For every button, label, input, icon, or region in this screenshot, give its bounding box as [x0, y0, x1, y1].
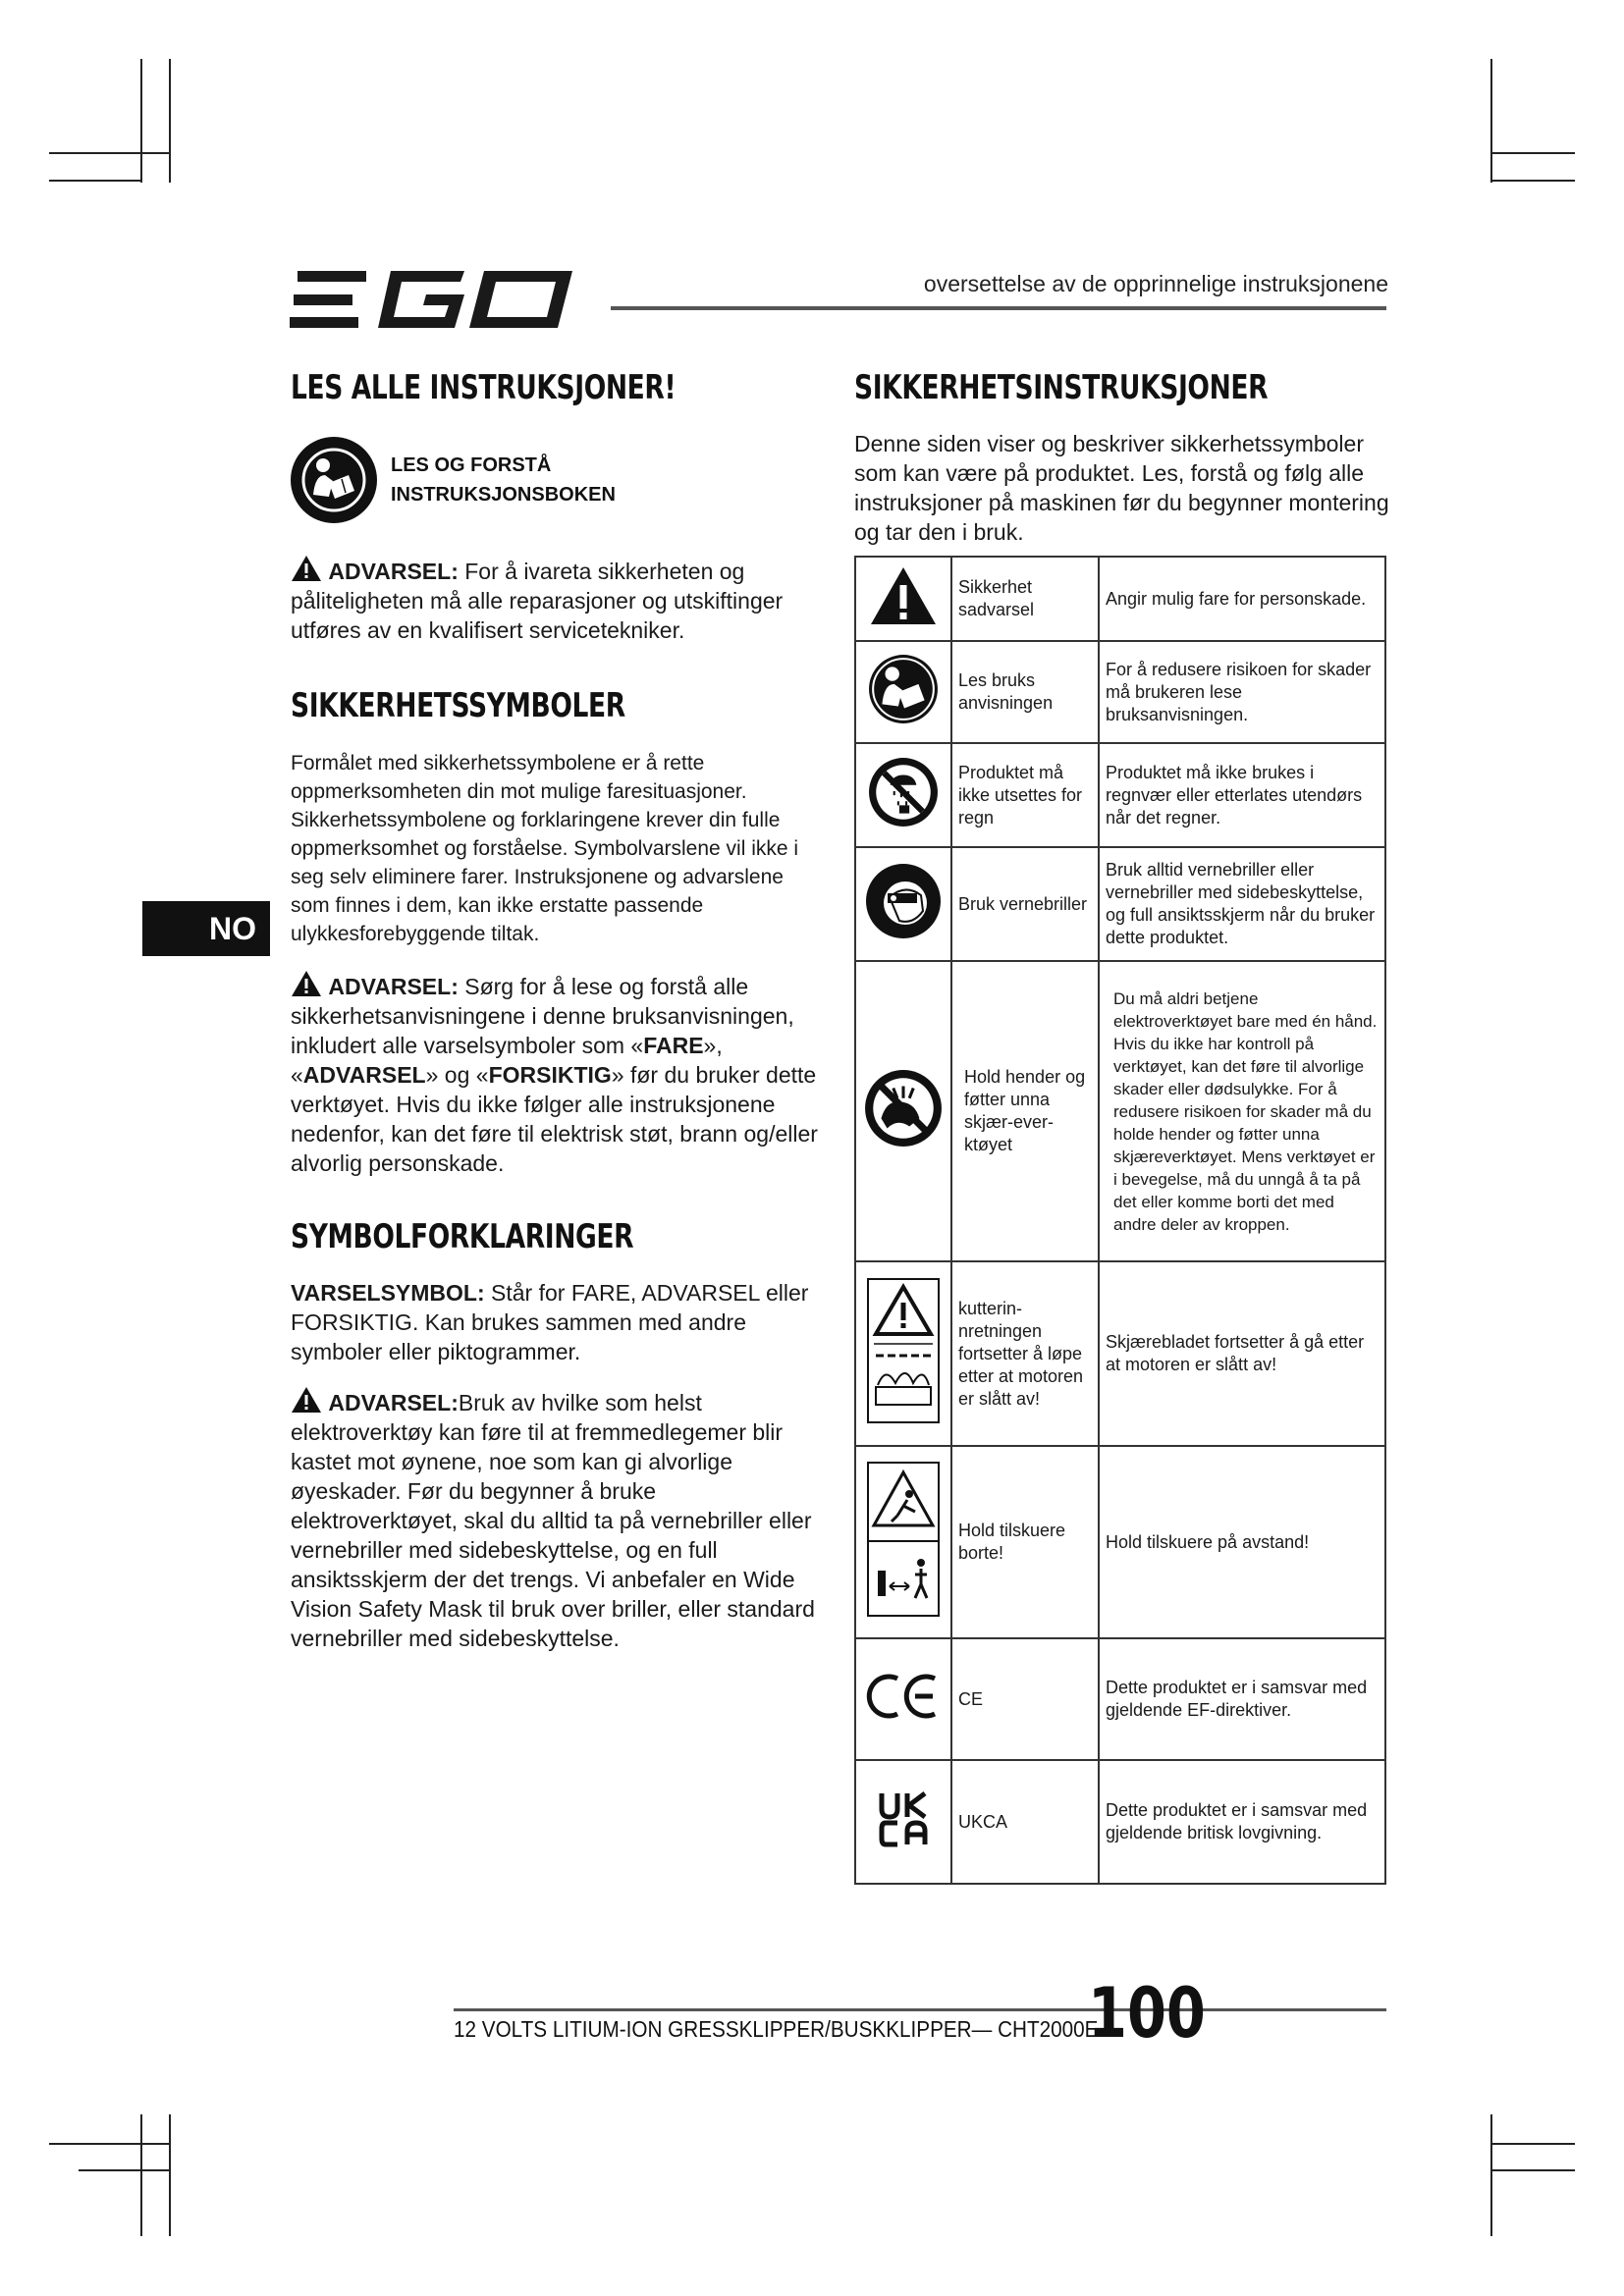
symbol-name: Bruk vernebriller	[951, 847, 1099, 961]
symbol-description: Skjærebladet fortsetter å gå etter at motoren er slått av!	[1099, 1261, 1385, 1446]
warning-label: ADVARSEL:	[328, 974, 459, 999]
crop-mark	[140, 2114, 142, 2236]
warning-paragraph-2	[291, 970, 821, 1178]
crop-mark	[1490, 152, 1575, 154]
crop-mark	[169, 2114, 171, 2236]
keep-hands-away-icon	[863, 1068, 944, 1148]
read-manual-icon	[868, 654, 939, 724]
footer-rule	[454, 2008, 1386, 2011]
word-forsiktig: FORSIKTIG	[488, 1062, 612, 1088]
warning-text-post: » før du bruker dette verktøyet. Hvis du ikke følger alle instruksjonene nedenfor, kan det føre til elektrisk støt, brann og/eller alvorlig personskade.	[291, 1062, 818, 1176]
ce-mark-icon	[866, 1673, 941, 1720]
crop-mark	[49, 180, 141, 182]
table-row	[855, 1446, 1385, 1638]
icon-cell	[855, 961, 951, 1261]
heading-safety-symbols: SIKKERHETSSYMBOLER	[291, 686, 625, 725]
symbol-name: Hold hender og føtter unna skjær-ever-ktøyet	[951, 961, 1099, 1261]
icon-cell	[855, 557, 951, 641]
heading-symbol-explanations: SYMBOLFORKLARINGER	[291, 1217, 634, 1256]
read-box-line1: LES OG FORSTÅ	[391, 454, 552, 476]
table-row	[855, 1760, 1385, 1884]
varselsymbol-paragraph	[291, 1278, 821, 1366]
table-row	[855, 1638, 1385, 1760]
heading-safety-instructions: SIKKERHETSINSTRUKSJONER	[854, 368, 1269, 407]
varselsymbol-label: VARSELSYMBOL:	[291, 1280, 485, 1306]
right-column	[854, 368, 1389, 547]
warning-paragraph-3	[291, 1386, 821, 1653]
heading-read-all: LES ALLE INSTRUKSJONER!	[291, 368, 677, 407]
icon-cell	[855, 743, 951, 847]
symbol-description: For å redusere risikoen for skader må brukeren lese bruksanvisningen.	[1099, 641, 1385, 743]
safety-symbols-table	[854, 556, 1386, 1885]
read-box-line2: INSTRUKSJONSBOKEN	[391, 484, 616, 506]
symbol-name: Produktet må ikke utsettes for regn	[951, 743, 1099, 847]
ego-logo	[288, 265, 582, 334]
warning-triangle-icon	[291, 555, 322, 582]
icon-cell	[855, 1446, 951, 1638]
icon-cell	[855, 1638, 951, 1760]
word-fare: FARE	[643, 1033, 704, 1058]
crop-mark	[1490, 2114, 1492, 2236]
warning-triangle-icon	[291, 1386, 322, 1414]
symbol-name: Hold tilskuere borte!	[951, 1446, 1099, 1638]
warning-label: ADVARSEL:	[328, 1390, 459, 1415]
left-column	[291, 368, 821, 1653]
crop-mark	[49, 2143, 171, 2145]
symbol-name: Les bruks anvisningen	[951, 641, 1099, 743]
ukca-mark-icon	[876, 1789, 931, 1848]
crop-mark	[79, 2169, 171, 2171]
warning-text-mid: », «	[291, 1033, 723, 1088]
crop-mark	[1490, 2143, 1575, 2145]
symbol-description: Bruk alltid vernebriller eller vernebriller med sidebeskyttelse, og full ansiktsskjerm når du bruker dette produktet.	[1099, 847, 1385, 961]
warning-triangle-icon	[869, 565, 938, 626]
symbol-name: Sikkerhet sadvarsel	[951, 557, 1099, 641]
icon-cell	[855, 847, 951, 961]
safety-instructions-intro: Denne siden viser og beskriver sikkerhetssymboler som kan være på produktet. Les, forstå og følg alle instruksjoner på maskinen før du begynner montering og tar den i bruk.	[854, 431, 1389, 545]
table-row	[855, 743, 1385, 847]
table-row	[855, 557, 1385, 641]
crop-mark	[1490, 180, 1575, 182]
symbol-description: Du må aldri betjene elektroverktøyet bare med én hånd. Hvis du ikke har kontroll på verktøyet, kan det føre til alvorlige skader eller dødsulykke. For å redusere risikoen for skader må du holde hender og føtter unna skjæreverktøyet. Mens verktøyet er i bevegelse, må du unngå å ta på det eller komme borti det med andre deler av kroppen.	[1099, 961, 1385, 1261]
symbol-description: Hold tilskuere på avstand!	[1099, 1446, 1385, 1638]
table-row	[855, 847, 1385, 961]
warning-text: Bruk av hvilke som helst elektroverktøy kan føre til at fremmedlegemer blir kastet mot øynene, noe som kan gi alvorlige øyeskader. Før du begynner å bruke elektroverktøyet, skal du alltid ta på vernebriller eller vernebriller med sidebeskyttelse, og en full ansiktsskjerm der det trengs. Vi anbefaler en Wide Vision Safety Mask til bruk over briller, eller standard vernebriller med sidebeskyttelse.	[291, 1390, 815, 1651]
footer-product-name: 12 VOLTS LITIUM-ION GRESSKLIPPER/BUSKKLIPPER— CHT2000E	[454, 2016, 1099, 2042]
crop-mark	[1490, 59, 1492, 183]
icon-cell	[855, 1261, 951, 1446]
header-title: oversettelse av de opprinnelige instruksjonene	[923, 271, 1388, 296]
crop-mark	[49, 152, 171, 154]
table-row	[855, 1261, 1385, 1446]
symbol-name: UKCA	[951, 1760, 1099, 1884]
symbol-description: Dette produktet er i samsvar med gjeldende EF-direktiver.	[1099, 1638, 1385, 1760]
header-rule	[611, 306, 1386, 310]
warning-text: For å ivareta sikkerheten og påliteligheten må alle reparasjoner og utskiftinger utføres av en kvalifisert servicetekniker.	[291, 559, 784, 643]
symbol-description: Dette produktet er i samsvar med gjeldende britisk lovgivning.	[1099, 1760, 1385, 1884]
word-advarsel: ADVARSEL	[302, 1062, 426, 1088]
read-manual-box	[291, 437, 821, 523]
symbol-description: Produktet må ikke brukes i regnvær eller etterlates utendørs når det regner.	[1099, 743, 1385, 847]
keep-bystanders-away-icon	[866, 1461, 941, 1618]
crop-mark	[169, 59, 171, 183]
warning-paragraph-1	[291, 555, 821, 645]
symbol-name: CE	[951, 1638, 1099, 1760]
language-tab: NO	[142, 901, 270, 956]
warning-triangle-icon	[291, 970, 322, 997]
crop-mark	[140, 59, 142, 183]
symbol-name: kutterin-nretningen fortsetter å løpe etter at motoren er slått av!	[951, 1261, 1099, 1446]
blade-coasting-icon	[866, 1277, 941, 1424]
table-row	[855, 961, 1385, 1261]
symbol-description: Angir mulig fare for personskade.	[1099, 557, 1385, 641]
warning-text-pre: Sørg for å lese og forstå alle sikkerhetsanvisningene i denne bruksanvisningen, inkludert alle varselsymboler som «	[291, 974, 794, 1058]
table-row	[855, 641, 1385, 743]
no-rain-icon	[868, 757, 939, 828]
warning-text-mid: » og «	[425, 1062, 489, 1088]
page-number: 100	[1088, 1973, 1206, 2054]
safety-symbols-text: Formålet med sikkerhetssymbolene er å rette oppmerksomheten din mot mulige faresituasjoner. Sikkerhetssymbolene og forklaringene krever din fulle oppmerksomhet og forståelse. Symbolvarslene vil ikke i seg selv eliminere farer. Instruksjonene og advarslene som finnes i dem, kan ikke erstatte passende ulykkesforebyggende tiltak.	[291, 752, 799, 945]
eye-protection-icon	[864, 862, 943, 940]
icon-cell	[855, 641, 951, 743]
varselsymbol-text: Står for FARE, ADVARSEL eller FORSIKTIG. Kan brukes sammen med andre symboler eller piktogrammer.	[291, 1280, 809, 1364]
icon-cell	[855, 1760, 951, 1884]
read-manual-icon	[291, 437, 377, 523]
crop-mark	[1490, 2169, 1575, 2171]
warning-label: ADVARSEL:	[328, 559, 459, 584]
